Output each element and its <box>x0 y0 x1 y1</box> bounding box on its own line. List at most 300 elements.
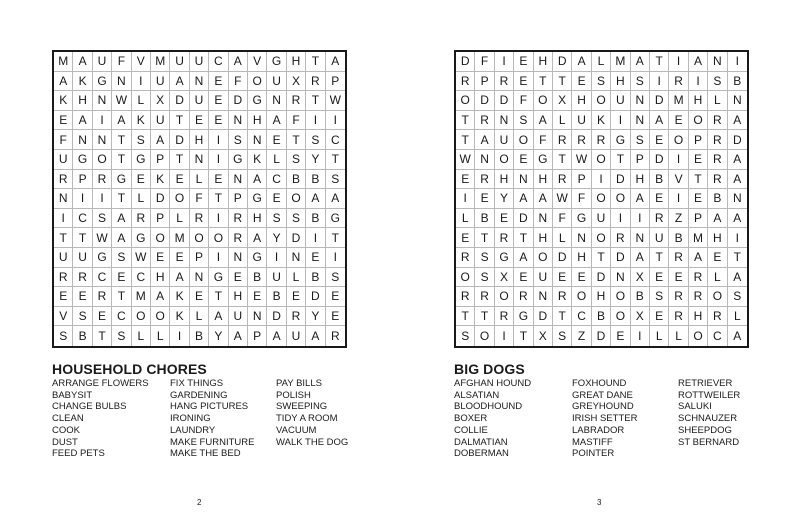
grid-letter: F <box>229 72 248 92</box>
word-list-big-dogs <box>454 378 778 460</box>
word-list-column <box>572 378 678 460</box>
grid-letter: R <box>229 228 248 248</box>
grid-letter: T <box>553 307 572 327</box>
grid-letter: G <box>248 189 267 209</box>
word-item: GARDENING <box>170 389 228 401</box>
grid-letter: I <box>495 52 514 72</box>
word-list-column <box>170 378 276 460</box>
grid-letter: A <box>326 189 345 209</box>
grid-letter: S <box>326 268 345 288</box>
grid-letter: O <box>592 91 611 111</box>
grid-letter: C <box>572 307 591 327</box>
grid-letter: Y <box>306 307 325 327</box>
grid-letter: T <box>611 150 630 170</box>
word-list-column <box>454 378 572 460</box>
grid-letter: O <box>475 326 494 346</box>
grid-letter: H <box>572 91 591 111</box>
grid-letter: W <box>132 248 151 268</box>
grid-letter: A <box>534 189 553 209</box>
grid-letter: R <box>708 307 727 327</box>
grid-letter: E <box>514 52 533 72</box>
grid-letter: B <box>631 287 650 307</box>
grid-letter: S <box>93 209 112 229</box>
grid-letter: R <box>93 287 112 307</box>
grid-letter: B <box>306 170 325 190</box>
grid-letter: K <box>248 150 267 170</box>
grid-letter: E <box>209 111 228 131</box>
grid-letter: A <box>151 130 170 150</box>
grid-letter: E <box>326 287 345 307</box>
grid-letter: S <box>54 326 73 346</box>
grid-letter: G <box>73 150 92 170</box>
grid-letter: C <box>267 170 286 190</box>
page-number: 2 <box>197 498 202 507</box>
grid-letter: G <box>572 209 591 229</box>
grid-letter: O <box>456 268 475 288</box>
grid-letter: N <box>248 307 267 327</box>
grid-letter: H <box>534 52 553 72</box>
grid-letter: N <box>728 189 747 209</box>
grid-letter: P <box>190 248 209 268</box>
grid-letter: D <box>267 307 286 327</box>
grid-letter: Y <box>267 228 286 248</box>
grid-letter: O <box>534 248 553 268</box>
grid-letter: B <box>306 209 325 229</box>
grid-letter: U <box>54 150 73 170</box>
grid-letter: N <box>514 170 533 190</box>
grid-letter: O <box>495 287 514 307</box>
grid-letter: X <box>631 268 650 288</box>
grid-letter: H <box>689 307 708 327</box>
grid-letter: N <box>229 170 248 190</box>
grid-letter: W <box>553 189 572 209</box>
grid-letter: R <box>495 72 514 92</box>
grid-letter: A <box>728 268 747 288</box>
grid-letter: H <box>534 228 553 248</box>
grid-letter: U <box>170 52 189 72</box>
grid-letter: H <box>248 209 267 229</box>
grid-letter: T <box>456 111 475 131</box>
grid-letter: W <box>572 150 591 170</box>
grid-letter: M <box>54 52 73 72</box>
grid-letter: P <box>689 130 708 150</box>
grid-letter: E <box>650 268 669 288</box>
grid-letter: S <box>708 72 727 92</box>
grid-letter: P <box>248 326 267 346</box>
grid-letter: R <box>650 209 669 229</box>
grid-letter: A <box>306 326 325 346</box>
grid-letter: S <box>112 248 131 268</box>
grid-letter: Z <box>669 209 688 229</box>
grid-letter: N <box>190 72 209 92</box>
grid-letter: L <box>287 268 306 288</box>
grid-letter: T <box>534 72 553 92</box>
right-page <box>400 0 800 523</box>
grid-letter: U <box>592 209 611 229</box>
grid-letter: L <box>267 150 286 170</box>
grid-letter: D <box>456 52 475 72</box>
grid-letter: O <box>572 287 591 307</box>
grid-letter: I <box>267 248 286 268</box>
grid-letter: I <box>611 209 630 229</box>
word-item: DUST <box>52 436 78 448</box>
grid-letter: B <box>475 209 494 229</box>
grid-letter: N <box>112 72 131 92</box>
grid-letter: E <box>514 150 533 170</box>
grid-letter: U <box>267 72 286 92</box>
grid-letter: A <box>306 189 325 209</box>
word-item: MAKE FURNITURE <box>170 436 255 448</box>
grid-letter: M <box>669 91 688 111</box>
grid-letter: K <box>73 72 92 92</box>
grid-letter: K <box>170 287 189 307</box>
grid-letter: T <box>514 326 533 346</box>
word-item: RETRIEVER <box>678 378 733 389</box>
grid-letter: G <box>611 130 630 150</box>
grid-letter: S <box>592 72 611 92</box>
puzzle-title-household-chores: HOUSEHOLD CHORES <box>52 361 207 377</box>
grid-letter: A <box>248 170 267 190</box>
grid-letter: H <box>534 170 553 190</box>
grid-letter: D <box>728 130 747 150</box>
grid-letter: O <box>611 189 630 209</box>
grid-letter: I <box>631 209 650 229</box>
grid-letter: H <box>190 130 209 150</box>
grid-letter: V <box>54 307 73 327</box>
grid-letter: R <box>287 91 306 111</box>
grid-letter: I <box>132 72 151 92</box>
grid-letter: O <box>534 91 553 111</box>
grid-letter: L <box>708 268 727 288</box>
grid-letter: A <box>170 72 189 92</box>
grid-letter: I <box>456 189 475 209</box>
grid-letter: P <box>689 209 708 229</box>
grid-letter: Y <box>306 150 325 170</box>
grid-letter: E <box>514 72 533 92</box>
grid-letter: S <box>456 326 475 346</box>
grid-letter: M <box>611 52 630 72</box>
grid-letter: R <box>475 111 494 131</box>
grid-letter: H <box>151 268 170 288</box>
grid-letter: E <box>650 189 669 209</box>
word-search-grid-big-dogs <box>454 50 749 348</box>
grid-letter: W <box>93 228 112 248</box>
grid-letter: Z <box>572 326 591 346</box>
grid-letter: M <box>170 228 189 248</box>
grid-letter: I <box>306 111 325 131</box>
grid-letter: F <box>553 209 572 229</box>
grid-letter: C <box>112 307 131 327</box>
grid-letter: D <box>151 189 170 209</box>
grid-letter: O <box>611 307 630 327</box>
grid-letter: I <box>592 170 611 190</box>
grid-letter: E <box>170 248 189 268</box>
grid-letter: U <box>534 268 553 288</box>
grid-letter: T <box>209 189 228 209</box>
grid-letter: S <box>553 326 572 346</box>
grid-letter: R <box>190 209 209 229</box>
grid-letter: C <box>73 209 92 229</box>
grid-letter: N <box>631 228 650 248</box>
grid-letter: L <box>708 91 727 111</box>
word-item: LABRADOR <box>572 424 625 436</box>
grid-letter: U <box>495 130 514 150</box>
grid-letter: D <box>592 326 611 346</box>
grid-letter: O <box>669 130 688 150</box>
grid-letter: F <box>112 52 131 72</box>
grid-letter: I <box>326 111 345 131</box>
grid-letter: O <box>592 189 611 209</box>
grid-letter: E <box>287 287 306 307</box>
grid-letter: N <box>73 130 92 150</box>
grid-letter: Y <box>209 326 228 346</box>
word-item: SALUKI <box>678 401 712 413</box>
grid-letter: G <box>112 170 131 190</box>
grid-letter: O <box>132 307 151 327</box>
grid-letter: D <box>592 268 611 288</box>
grid-letter: B <box>190 326 209 346</box>
grid-letter: E <box>170 170 189 190</box>
grid-letter: P <box>151 150 170 170</box>
grid-letter: T <box>306 52 325 72</box>
grid-letter: A <box>209 307 228 327</box>
grid-letter: B <box>248 268 267 288</box>
grid-letter: E <box>553 268 572 288</box>
grid-letter: N <box>248 130 267 150</box>
grid-letter: P <box>73 170 92 190</box>
grid-letter: T <box>306 91 325 111</box>
grid-letter: S <box>287 209 306 229</box>
grid-letter: U <box>73 248 92 268</box>
grid-letter: X <box>495 268 514 288</box>
grid-letter: I <box>93 189 112 209</box>
grid-letter: E <box>54 287 73 307</box>
grid-letter: X <box>553 91 572 111</box>
grid-letter: A <box>514 189 533 209</box>
word-item: IRONING <box>170 413 211 425</box>
grid-letter: A <box>728 150 747 170</box>
grid-letter: A <box>572 52 591 72</box>
grid-letter: L <box>170 209 189 229</box>
grid-letter: H <box>708 228 727 248</box>
grid-letter: E <box>514 268 533 288</box>
grid-letter: T <box>689 170 708 190</box>
grid-letter: N <box>54 189 73 209</box>
grid-letter: I <box>54 209 73 229</box>
grid-letter: F <box>572 189 591 209</box>
grid-letter: S <box>326 170 345 190</box>
grid-letter: R <box>669 307 688 327</box>
grid-letter: A <box>73 52 92 72</box>
grid-letter: S <box>112 326 131 346</box>
grid-letter: E <box>54 111 73 131</box>
grid-letter: O <box>151 307 170 327</box>
grid-letter: N <box>611 268 630 288</box>
word-item: FOXHOUND <box>572 378 627 389</box>
grid-letter: K <box>592 111 611 131</box>
grid-letter: P <box>475 72 494 92</box>
grid-letter: T <box>73 228 92 248</box>
grid-letter: E <box>572 268 591 288</box>
grid-letter: O <box>592 228 611 248</box>
word-item: SCHNAUZER <box>678 413 738 425</box>
grid-letter: K <box>151 170 170 190</box>
grid-letter: I <box>170 326 189 346</box>
grid-letter: S <box>514 111 533 131</box>
grid-letter: H <box>495 170 514 190</box>
grid-letter: A <box>728 170 747 190</box>
grid-letter: R <box>689 268 708 288</box>
word-item: MAKE THE BED <box>170 448 241 460</box>
word-list-column <box>276 378 376 460</box>
grid-letter: T <box>514 228 533 248</box>
word-item: SHEEPDOG <box>678 424 732 436</box>
word-item: BOXER <box>454 413 488 425</box>
grid-letter: G <box>93 248 112 268</box>
grid-letter: R <box>475 287 494 307</box>
grid-letter: B <box>728 72 747 92</box>
grid-letter: U <box>190 91 209 111</box>
grid-letter: T <box>112 189 131 209</box>
grid-letter: E <box>650 130 669 150</box>
grid-letter: S <box>229 130 248 150</box>
grid-letter: R <box>330 329 340 344</box>
grid-letter: L <box>190 170 209 190</box>
grid-letter: E <box>267 130 286 150</box>
word-item: CHANGE BULBS <box>52 401 127 413</box>
grid-letter: A <box>475 130 494 150</box>
grid-letter: A <box>514 248 533 268</box>
grid-letter: A <box>112 228 131 248</box>
grid-letter: X <box>287 72 306 92</box>
grid-letter: G <box>93 72 112 92</box>
word-item: ARRANGE FLOWERS <box>52 378 149 389</box>
grid-letter: R <box>475 170 494 190</box>
grid-letter: F <box>475 52 494 72</box>
page-number: 3 <box>597 498 602 507</box>
grid-letter: B <box>306 268 325 288</box>
grid-letter: I <box>495 326 514 346</box>
grid-letter: R <box>54 268 73 288</box>
grid-letter: A <box>733 329 742 344</box>
grid-letter: A <box>112 111 131 131</box>
grid-letter: E <box>93 307 112 327</box>
grid-letter: B <box>708 189 727 209</box>
word-item: MASTIFF <box>572 436 613 448</box>
grid-letter: N <box>190 268 209 288</box>
grid-letter: R <box>708 111 727 131</box>
grid-letter: X <box>534 326 553 346</box>
grid-letter: E <box>190 111 209 131</box>
grid-letter: I <box>326 248 345 268</box>
word-item: IRISH SETTER <box>572 413 638 425</box>
grid-letter: A <box>728 209 747 229</box>
grid-letter: R <box>306 72 325 92</box>
grid-letter: U <box>572 111 591 131</box>
grid-letter: E <box>650 307 669 327</box>
grid-letter: T <box>112 150 131 170</box>
grid-letter: A <box>326 52 345 72</box>
grid-letter: E <box>229 268 248 288</box>
grid-letter: O <box>592 150 611 170</box>
grid-letter: L <box>190 307 209 327</box>
grid-letter: O <box>689 326 708 346</box>
grid-letter: U <box>151 111 170 131</box>
grid-letter: X <box>151 91 170 111</box>
grid-letter: L <box>456 209 475 229</box>
grid-letter: R <box>592 130 611 150</box>
grid-letter: T <box>553 72 572 92</box>
grid-letter: R <box>572 130 591 150</box>
grid-letter: O <box>514 130 533 150</box>
grid-letter: T <box>326 150 345 170</box>
grid-letter: D <box>650 91 669 111</box>
grid-letter: L <box>151 326 170 346</box>
grid-letter: N <box>229 248 248 268</box>
grid-letter: U <box>287 326 306 346</box>
grid-letter: R <box>669 248 688 268</box>
grid-letter: O <box>93 150 112 170</box>
grid-letter: T <box>650 248 669 268</box>
word-item: ALSATIAN <box>454 389 500 401</box>
grid-letter: C <box>326 130 345 150</box>
grid-letter: D <box>534 307 553 327</box>
grid-letter: O <box>287 189 306 209</box>
grid-letter: O <box>209 228 228 248</box>
grid-letter: D <box>475 91 494 111</box>
grid-letter: F <box>190 189 209 209</box>
grid-letter: N <box>631 91 650 111</box>
grid-letter: A <box>151 287 170 307</box>
word-item: ST BERNARD <box>678 436 740 448</box>
grid-letter: I <box>209 209 228 229</box>
grid-letter: G <box>495 248 514 268</box>
grid-letter: E <box>326 307 345 327</box>
grid-letter: D <box>170 91 189 111</box>
grid-letter: A <box>73 111 92 131</box>
grid-letter: G <box>514 307 533 327</box>
grid-letter: B <box>287 170 306 190</box>
grid-letter: S <box>650 287 669 307</box>
grid-letter: E <box>669 111 688 131</box>
grid-letter: U <box>151 72 170 92</box>
grid-letter: E <box>132 170 151 190</box>
grid-letter: I <box>669 52 688 72</box>
word-item: BABYSIT <box>52 389 93 401</box>
grid-letter: I <box>73 189 92 209</box>
word-item: PAY BILLS <box>276 378 322 389</box>
grid-letter: L <box>650 326 669 346</box>
grid-letter: T <box>326 228 345 248</box>
grid-letter: D <box>495 91 514 111</box>
grid-letter: N <box>631 111 650 131</box>
word-item: FEED PETS <box>52 448 105 460</box>
grid-letter: V <box>248 52 267 72</box>
grid-letter: N <box>708 52 727 72</box>
grid-letter: I <box>728 52 747 72</box>
grid-letter: Y <box>495 189 514 209</box>
word-item: ROTTWEILER <box>678 389 741 401</box>
grid-letter: I <box>611 111 630 131</box>
grid-letter: A <box>689 248 708 268</box>
grid-letter: T <box>475 228 494 248</box>
grid-letter: S <box>631 72 650 92</box>
word-item: POLISH <box>276 389 311 401</box>
grid-letter: W <box>456 150 475 170</box>
grid-letter: I <box>669 150 688 170</box>
grid-letter: R <box>553 170 572 190</box>
grid-letter: H <box>572 248 591 268</box>
